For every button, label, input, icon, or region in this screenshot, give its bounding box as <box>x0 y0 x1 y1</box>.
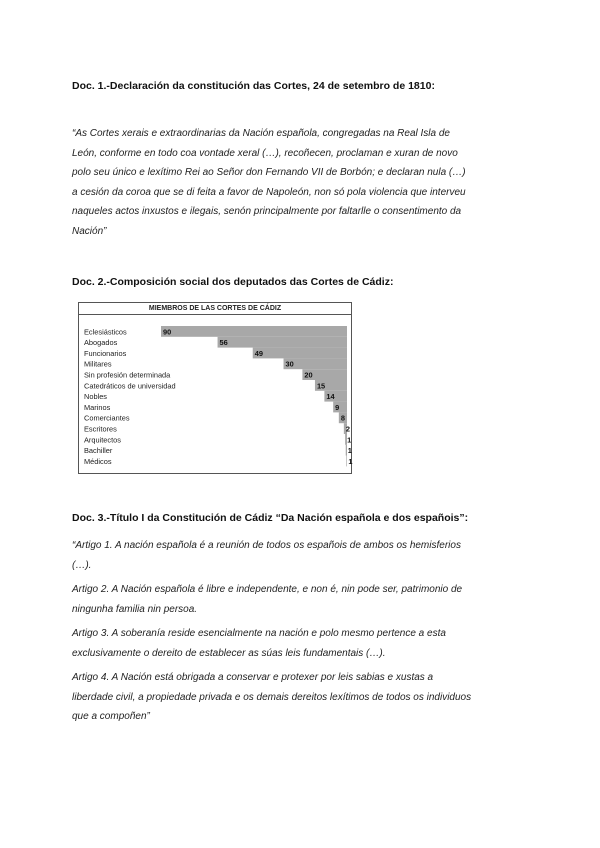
article-1 <box>72 536 532 575</box>
category-label: Nobles <box>84 392 108 402</box>
bar-value-label: 9 <box>335 402 340 412</box>
bar-value-label: 1 <box>347 446 352 456</box>
doc3-articles <box>72 536 532 727</box>
article-line: exclusivamente o dereito de establecer as súas leis fundamentais (…). <box>72 647 386 659</box>
category-label: Arquitectos <box>84 435 121 445</box>
category-label: Marinos <box>84 402 111 412</box>
article-line: Artigo 4. A Nación está obrigada a conservar e protexer por leis sabias e xustas a <box>72 672 434 683</box>
bar-value-label: 30 <box>285 359 294 369</box>
bar-value-label: 2 <box>345 424 350 434</box>
bar-value-label: 20 <box>304 370 313 380</box>
bar-value-label: 90 <box>163 327 172 337</box>
doc1-line: a cesión da coroa que se di feita a favor de Napoleón, non só pola violencia que interveu <box>72 186 466 198</box>
bar-value-label: 14 <box>326 392 335 402</box>
article-line: (…). <box>72 559 92 571</box>
members-chart <box>78 302 352 474</box>
doc1-line: naqueles actos inxustos e ilegais, senón principalmente por faltarlle o consentimento da <box>72 206 462 217</box>
doc1-quote <box>72 124 532 241</box>
doc1-line: León, conforme en todo coa vontade xeral (…), recoñecen, proclaman e xuran de novo <box>72 147 458 159</box>
doc2-heading: Doc. 2.-Composición social dos deputados das Cortes de Cádiz: <box>72 276 394 288</box>
category-label: Médicos <box>84 456 112 466</box>
bar <box>218 337 347 348</box>
category-label: Abogados <box>84 338 118 348</box>
category-label: Sin profesión determinada <box>84 370 171 380</box>
article-line: que a compoñen” <box>72 711 150 722</box>
bar <box>161 326 347 337</box>
category-label: Militares <box>84 359 112 369</box>
bar <box>346 456 347 467</box>
article-line: Artigo 2. A Nación española é libre e independente, e non é, nin pode ser, patrimonio de <box>72 584 463 595</box>
article-line: liberdade civil, a propiedade privada e os demais dereitos lexítimos de todos os individuos <box>72 691 472 703</box>
bar-value-label: 8 <box>340 413 345 423</box>
doc1-line: Nación” <box>72 225 107 237</box>
category-label: Eclesiásticos <box>84 327 127 337</box>
article-2 <box>72 580 532 619</box>
category-label: Funcionarios <box>84 348 127 358</box>
doc1-line: “As Cortes xerais e extraordinarias da Nación española, congregadas na Real Isla de <box>72 128 450 139</box>
article-4 <box>72 668 532 727</box>
bar-value-label: 56 <box>219 338 228 348</box>
chart-plot <box>79 315 351 473</box>
category-label: Bachiller <box>84 446 113 456</box>
article-line: “Artigo 1. A nación española é a reunión de todos os españois de ambos os hemisferios <box>72 540 461 551</box>
category-label: Catedráticos de universidad <box>84 381 176 391</box>
bar-value-label: 1 <box>347 435 352 445</box>
category-label: Escritores <box>84 424 117 434</box>
bar-value-label: 15 <box>316 381 326 391</box>
doc1-heading: Doc. 1.-Declaración da constitución das Cortes, 24 de setembro de 1810: <box>72 80 435 92</box>
article-line: Artigo 3. A soberanía reside esencialmente na nación e polo mesmo pertence a esta <box>72 628 446 639</box>
bar <box>253 348 347 359</box>
article-line: ningunha familia nin persoa. <box>72 603 198 615</box>
doc1-line: polo seu único e lexítimo Rei ao Señor don Fernando VII de Borbón; e declaran nula (…) <box>72 167 466 178</box>
category-label: Comerciantes <box>84 413 130 423</box>
bar-value-label: 49 <box>254 348 263 358</box>
doc3-heading: Doc. 3.-Título I da Constitución de Cádiz “Da Nación española e dos españois”: <box>72 512 469 524</box>
bar-value-label: 1 <box>348 456 353 466</box>
article-3 <box>72 624 532 663</box>
chart-title: MIEMBROS DE LAS CORTES DE CÁDIZ <box>79 303 351 315</box>
